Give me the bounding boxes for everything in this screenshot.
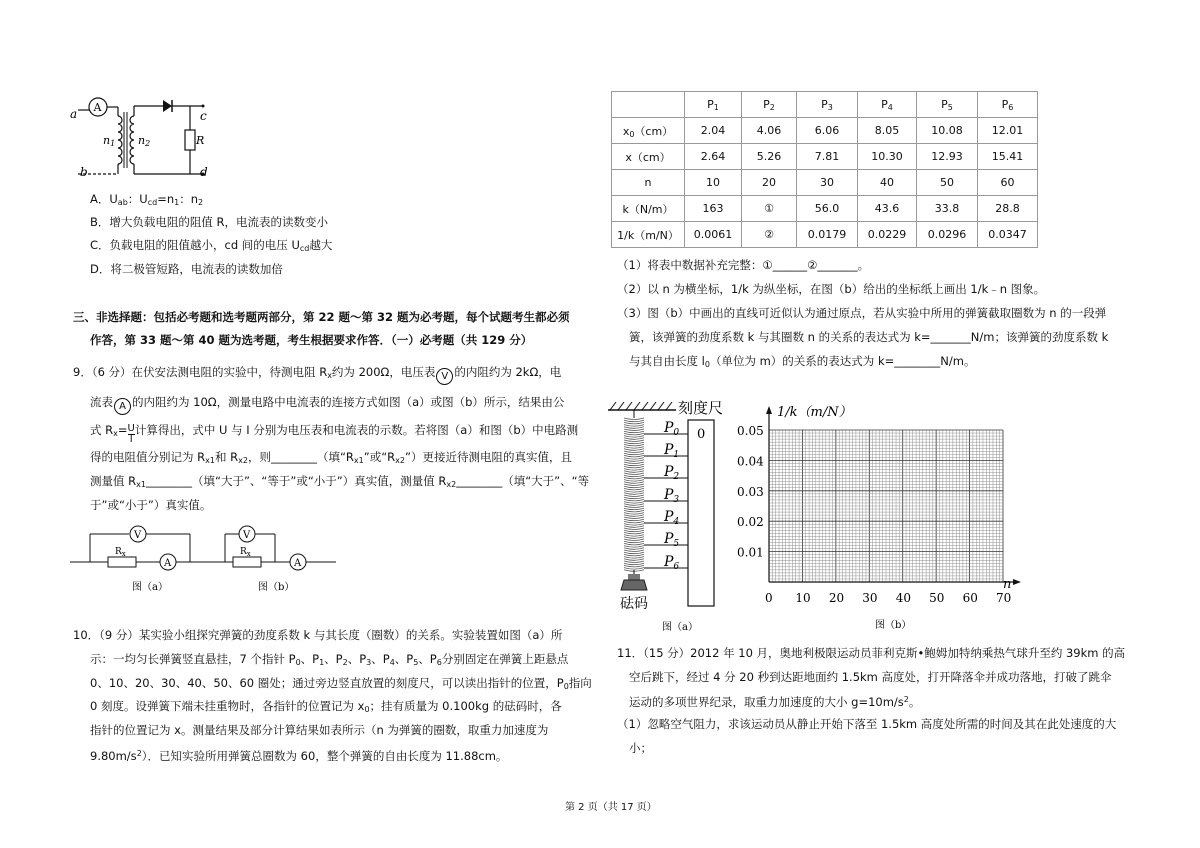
spring-coil-turn [624, 482, 644, 484]
table-header-row [612, 92, 1038, 118]
table-header-cell: $P_2$ [742, 92, 797, 118]
table-header-cell: $P_4$ [858, 92, 917, 118]
spring-coil-turn [624, 515, 644, 517]
table-cell: 0.0229 [858, 222, 917, 248]
svg-text:Rx: $R_x$ [240, 547, 251, 558]
svg-text:n2 [138, 134, 150, 148]
q11-line-1: 11．（15 分）2012 年 10 月，奥地利极限运动员菲利克斯•鲍姆加特纳乘热气球升至约 39km 的高 [617, 646, 1126, 660]
table-cell: 5.26 [742, 144, 797, 170]
pointer-label: $P_2$ [664, 464, 680, 482]
transformer-circuit-diagram [68, 96, 243, 186]
q11-line-4: （1）忽略空气阻力，求该运动员从静止开始下落至 1.5km 高度处所需的时间及其在此处速度的大 [617, 717, 1117, 731]
terminal-d: d [200, 165, 208, 179]
spring-coil-turn [624, 546, 644, 548]
svg-text:V: V [134, 530, 142, 541]
ammeter-symbol: A [114, 398, 131, 415]
spring-coil-turn [624, 449, 644, 451]
table-cell: 40 [858, 170, 917, 196]
table-header-cell [612, 92, 685, 118]
q11-line-2: 空后跳下，经过 4 分 20 秒到达距地面约 1.5km 高度处，打开降落伞并成功落地，打破了跳伞 [629, 670, 1112, 684]
q9-line-4: 得的电阻值分别记为 $R_{x1}$和 $R_{x2}$，则________（填“$R_{x1}$”或“$R_{x2}$”）更接近待测电阻的真实值，且 [90, 450, 572, 465]
spring-coil-turn [624, 477, 644, 479]
spring-coil-turn [624, 464, 644, 466]
table-row-label: x（cm） [612, 144, 685, 170]
table-cell: 7.81 [797, 144, 858, 170]
q10-line-4: 0 刻度。设弹簧下端未挂重物时，各指针的位置记为 $x_0$；挂有质量为 0.100kg 的砝码时，各 [90, 699, 562, 714]
table-row [612, 118, 1038, 144]
spring-coil-turn [624, 548, 644, 550]
table-cell: 50 [917, 170, 978, 196]
spring-coil-turn [624, 513, 644, 515]
spring-coil-turn [624, 466, 644, 468]
spring-coil-turn [624, 431, 644, 433]
spring-coil-turn [624, 554, 644, 556]
section-3-heading: 三、非选择题：包括必考题和选考题两部分，第 22 题～第 32 题为必考题，每个试题考生都必须 [73, 310, 570, 324]
svg-text:V: V [243, 530, 251, 541]
n2-label: n [138, 134, 146, 147]
q9-line-5: 测量值 $R_{x1}\_\_\_\_\_\_\_\_$（填“大于”、“等于”或“小于”）真实值，测量值 $R_{x2}\_\_\_\_\_\_\_\_$（填“大于”、“等 [90, 474, 590, 489]
q8-option-d: D．将二极管短路，电流表的读数加倍 [90, 262, 283, 276]
spring-coil-turn [624, 493, 644, 495]
q9-line-6: 于”或“小于”）真实值。 [90, 498, 212, 512]
pointer-label: $P_1$ [664, 442, 680, 460]
x-tick-label: 30 [862, 591, 878, 605]
ammeter-label: A [93, 101, 102, 114]
resistor-label: R [196, 134, 205, 147]
q8-option-a: A．$U_{ab}$：$U_{cd}=n_1$：$n_2$ [90, 192, 204, 207]
spring-coil-turn [624, 475, 644, 477]
spring-coil-turn [624, 440, 644, 442]
table-row-label: 1/k（m/N） [612, 222, 685, 248]
table-cell: 0.0347 [978, 222, 1038, 248]
y-tick-label: 0.02 [737, 515, 764, 530]
table-cell: 8.05 [858, 118, 917, 144]
spring-coil-turn [624, 451, 644, 453]
reciprocal-k-vs-n-grid [735, 400, 1025, 640]
spring-coil-turn [624, 438, 644, 440]
u-over-i-fraction: $\frac{U}{I}$ [127, 423, 135, 445]
q10-sub-1: （1）将表中数据补充完整：①______②_______。 [617, 258, 870, 272]
table-cell: 28.8 [978, 196, 1038, 222]
q10-line-3: 0、10、20、30、40、50、60 圈处；通过旁边竖直放置的刻度尺，可以读出指针的位置，$P_0$指向 [90, 676, 592, 691]
table-cell: 10 [685, 170, 742, 196]
table-cell: ② [742, 222, 797, 248]
q9-line-3: 式 $R_x=$ $\frac{U}{I}$ 计算得出，式中 U 与 I 分别为电压表和电流表的示数。若将图（a）和图（b）中电路测 [90, 423, 579, 445]
table-row-label: n [612, 170, 685, 196]
spring-coil-turn [624, 484, 644, 486]
spring-coil-turn [624, 418, 644, 420]
fig-b-caption: 图（b） [258, 582, 295, 593]
table-cell: 6.06 [797, 118, 858, 144]
x-tick-label: 20 [828, 591, 845, 605]
q9-circuit-diagrams [70, 518, 340, 596]
spring-coil-turn [624, 425, 644, 427]
spring-coil-turn [624, 455, 644, 457]
spring-coil-turn [624, 506, 644, 508]
table-cell: 2.04 [685, 118, 742, 144]
spring-coil-turn [624, 473, 644, 475]
spring-coil-turn [624, 561, 644, 563]
spring-coil-turn [624, 563, 644, 565]
q10-line-6: $9.80m/s^2$）．已知实验所用弹簧总圈数为 60，整个弹簧的自由长度为 11.88cm。 [90, 749, 508, 763]
table-cell: 56.0 [797, 196, 858, 222]
table-cell: 163 [685, 196, 742, 222]
spring-coil-turn [624, 462, 644, 464]
table-cell: 12.01 [978, 118, 1038, 144]
table-cell: 0.0061 [685, 222, 742, 248]
spring-coil-turn [624, 453, 644, 455]
x-tick-label: 10 [795, 591, 811, 605]
x-axis-label: n [1003, 577, 1012, 592]
spring-coil-turn [624, 488, 644, 490]
fig-a-caption: 图（a） [132, 582, 168, 593]
spring-coil-turn [624, 517, 644, 519]
svg-text:n1 [103, 134, 115, 148]
pointer-label: $P_4$ [664, 509, 680, 527]
rx-label-a: R [115, 547, 122, 557]
q10-line-1: 10．（9 分）某实验小组探究弹簧的劲度系数 k 与其长度（圈数）的关系。实验装置如图（a）所 [73, 628, 563, 642]
table-cell: 0.0296 [917, 222, 978, 248]
table-row [612, 170, 1038, 196]
spring-coil-turn [624, 526, 644, 528]
table-cell: 60 [978, 170, 1038, 196]
terminal-c: c [200, 109, 207, 123]
spring-coil-turn [624, 497, 644, 499]
spring-coil-turn [624, 519, 644, 521]
table-cell: 20 [742, 170, 797, 196]
spring-coil-turn [624, 532, 644, 534]
section-3-heading-2: 作答，第 33 题～第 40 题为选考题，考生根据要求作答．（一）必考题（共 129 分） [90, 333, 533, 347]
spring-coil-turn [624, 491, 644, 493]
y-tick-label: 0.01 [737, 545, 764, 560]
spring-coil-turn [624, 469, 644, 471]
table-cell: 12.93 [917, 144, 978, 170]
y-tick-label: 0.03 [737, 484, 764, 499]
pointer-label: $P_3$ [664, 487, 680, 505]
table-header-cell: $P_5$ [917, 92, 978, 118]
x-tick-label: 50 [929, 591, 945, 605]
rx-label-b: R [240, 547, 247, 557]
q10-sub-3b: 簧，该弹簧的劲度系数 k 与其圈数 n 的关系的表达式为 k=_______N/m；该弹簧的劲度系数 k [629, 330, 1109, 344]
table-header-cell: $P_3$ [797, 92, 858, 118]
table-row [612, 222, 1038, 248]
spring-coil-turn [624, 502, 644, 504]
spring-coil-turn [624, 559, 644, 561]
svg-text:A: A [294, 558, 302, 569]
spring-coil-turn [624, 486, 644, 488]
y-tick-label: 0.05 [737, 424, 764, 438]
table-header-cell: $P_1$ [685, 92, 742, 118]
x-tick-label: 0 [765, 591, 773, 605]
x-tick-label: 70 [996, 591, 1012, 605]
q10-line-2: 示：一均匀长弹簧竖直悬挂，7 个指针 $P_0$、$P_1$、$P_2$、$P_3$、$P_4$、$P_5$、$P_6$分别固定在弹簧上距悬点 [90, 652, 569, 667]
spring-data-table [611, 91, 1038, 248]
spring-coil-turn [624, 495, 644, 497]
spring-coil-turn [624, 524, 644, 526]
terminal-a: a [70, 107, 78, 121]
pointer-label: $P_6$ [664, 554, 680, 572]
n2-sub: 2 [145, 139, 151, 148]
spring-coil-turn [624, 433, 644, 435]
spring-coil-turn [624, 436, 644, 438]
table-row [612, 196, 1038, 222]
spring-coil-turn [624, 442, 644, 444]
spring-coil-turn [624, 447, 644, 449]
table-cell: 4.06 [742, 118, 797, 144]
q11-line-3: 运动的多项世界纪录，取重力加速度的大小 $g=10m/s^2$。 [629, 695, 921, 709]
x-tick-label: 40 [895, 591, 911, 605]
pointer-label: $P_0$ [664, 420, 680, 438]
table-cell: 30 [797, 170, 858, 196]
pointer-label: $P_5$ [664, 531, 680, 549]
spring-coil-turn [624, 480, 644, 482]
x-tick-label: 60 [962, 591, 978, 605]
spring-coil-turn [624, 537, 644, 539]
spring-coil-turn [624, 444, 644, 446]
table-row-label: k（N/m） [612, 196, 685, 222]
q11-line-5: 小； [629, 741, 652, 755]
table-cell: 43.6 [858, 196, 917, 222]
q9-line-1: 9．（6 分）在伏安法测电阻的实验中，待测电阻 $R_x$约为 200Ω，电压表 V 的内阻约为 2kΩ，电 [73, 364, 561, 385]
spring-coil-turn [624, 499, 644, 501]
table-cell: 33.8 [917, 196, 978, 222]
spring-coil-turn [624, 539, 644, 541]
spring-apparatus-figure [606, 398, 726, 638]
table-header-cell: $P_6$ [978, 92, 1038, 118]
spring-coil-turn [624, 510, 644, 512]
table-cell: 15.41 [978, 144, 1038, 170]
table-cell: 10.30 [858, 144, 917, 170]
spring-coil-turn [624, 508, 644, 510]
y-tick-label: 0.04 [737, 454, 764, 469]
page-footer: 第 2 页（共 17 页） [565, 802, 657, 813]
svg-text:A: A [164, 558, 172, 569]
q10-line-5: 指针的位置记为 x。测量结果及部分计算结果如表所示（n 为弹簧的圈数，取重力加速度为 [90, 723, 549, 737]
spring-coil-turn [624, 552, 644, 554]
spring-coil-turn [624, 427, 644, 429]
q8-option-b: B．增大负载电阻的阻值 R，电流表的读数变小 [90, 215, 329, 229]
spring-coil-turn [624, 541, 644, 543]
spring-coil-turn [624, 565, 644, 567]
table-cell: 10.08 [917, 118, 978, 144]
spring-coil-turn [624, 504, 644, 506]
q8-option-c: C．负载电阻的阻值越小，cd 间的电压 $U_{cd}$越大 [90, 238, 333, 253]
q10-sub-3a: （3）图（b）中画出的直线可近似认为通过原点，若从实验中所用的弹簧截取圈数为 n 的一段弹 [617, 306, 1107, 320]
ruler-zero: 0 [697, 427, 706, 442]
voltmeter-symbol: V [436, 368, 453, 385]
spring-coil-turn [624, 550, 644, 552]
table-cell: 0.0179 [797, 222, 858, 248]
spring-coil-turn [624, 429, 644, 431]
y-axis-label: 1/k（m/N） [777, 405, 852, 420]
spring-coil-turn [624, 530, 644, 532]
figure-a-caption: 图（a） [662, 622, 698, 633]
weight-label: 砝码 [620, 596, 648, 612]
spring-coil-turn [624, 458, 644, 460]
spring-coil-turn [624, 471, 644, 473]
spring-coil-turn [624, 543, 644, 545]
svg-text:Rx: $R_x$ [115, 547, 126, 558]
q10-sub-3c: 与其自由长度 $l_0$（单位为 m）的关系的表达式为 k=________N/m。 [629, 354, 976, 369]
table-row-label: $x_0(cm)$ [612, 118, 685, 144]
table-cell: ① [742, 196, 797, 222]
spring-coil-turn [624, 460, 644, 462]
n1-label: n [103, 134, 111, 147]
table-cell: 2.64 [685, 144, 742, 170]
spring-coil-turn [624, 422, 644, 424]
spring-coil-turn [624, 528, 644, 530]
n1-sub: 1 [110, 139, 116, 148]
spring-coil-turn [624, 568, 644, 570]
spring-coil-turn [624, 521, 644, 523]
q9-line-2: 流表 A 的内阻约为 10Ω，测量电路中电流表的连接方式如图（a）或图（b）所示，结果由公 [90, 394, 564, 415]
x-axis-arrow [1013, 579, 1021, 585]
terminal-b: b [80, 165, 88, 179]
spring-coil-turn [624, 535, 644, 537]
y-axis-arrow [766, 406, 772, 414]
table-row [612, 144, 1038, 170]
q10-sub-2: （2）以 n 为横坐标，1/k 为纵坐标，在图（b）给出的坐标纸上画出 1/k﹣n 图象。 [617, 282, 1046, 296]
figure-b-caption: 图（b） [875, 620, 912, 631]
spring-coil-turn [624, 420, 644, 422]
spring-coil-turn [624, 557, 644, 559]
ruler-label: 刻度尺 [678, 399, 724, 417]
